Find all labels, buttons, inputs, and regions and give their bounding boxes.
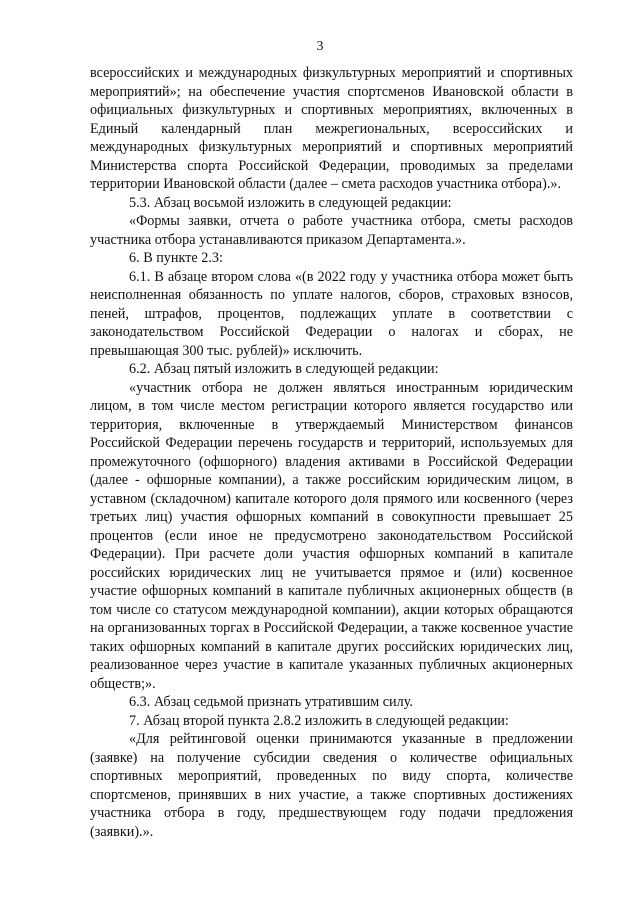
paragraph-6-1: 6.1. В абзаце втором слова «(в 2022 году у участника отбора может быть неисполненная обязанность по уплате налогов, сборов, страховых взносов, пеней, штрафов, процентов, подлежащих уплате в соответствии с законодательством Российской Федерации о налогах и сборах, не превышающая 300 тыс. рублей)» исключить. bbox=[90, 268, 573, 359]
paragraph-5-3-text: «Формы заявки, отчета о работе участника отбора, сметы расходов участника отбора устанавливаются приказом Департамента.». bbox=[90, 213, 573, 248]
paragraph-6-2: 6.2. Абзац пятый изложить в следующей редакции: bbox=[129, 361, 439, 377]
paragraph-6-2-text: «участник отбора не должен являться иностранным юридическим лицом, в том числе местом регистрации которого является государство или территория, включенные в утверждаемый Министерством финансов Российской Федерации перечень государств и территорий, используемых для промежуточного (офшорного) владения активами в Российской Федерации (далее - офшорные компании), а также российским юридическим лицом, в уставном (складочном) капитале которого доля прямого или косвенного (через третьих лиц) участия офшорных компаний в совокупности превышает 25 процентов (если иное не предусмотрено законодательством Российской Федерации). При расчете доли участия офшорных компаний в капитале российских юридических лиц не учитывается прямое и (или) косвенное участие офшорных компаний в капитале публичных акционерных обществ (в том числе со статусом международной компании), акции которых обращаются на организованных торгах в Российской Федерации, а также косвенное участие таких офшорных компаний в капитале других российских юридических лиц, реализованное через участие в капитале указанных публичных акционерных обществ;». bbox=[90, 379, 573, 692]
paragraph-6-3: 6.3. Абзац седьмой признать утратившим силу. bbox=[129, 694, 413, 710]
paragraph-continuation: всероссийских и международных физкультурных мероприятий и спортивных мероприятий»; на обеспечение участия спортсменов Ивановской области в официальных физкультурных и спортивных мероприятиях, включенных в Единый календарный план межрегиональных, всероссийских и международных физкультурных мероприятий и спортивных мероприятий Министерства спорта Российской Федерации, проводимых за пределами территории Ивановской области (далее – смета расходов участника отбора).». bbox=[90, 65, 573, 192]
page-number: 3 bbox=[316, 39, 324, 54]
paragraph-6: 6. В пункте 2.3: bbox=[129, 250, 223, 266]
paragraph-5-3: 5.3. Абзац восьмой изложить в следующей редакции: bbox=[129, 194, 452, 211]
paragraph-7-text: «Для рейтинговой оценки принимаются указанные в предложении (заявке) на получение субсидии сведения о количестве официальных спортивных мероприятий, проведенных по виду спорта, количестве спортсменов, принявших в них участие, а также спортивных достижениях участника отбора в году, предшествующем году подачи предложения (заявки).». bbox=[90, 731, 573, 840]
paragraph-7: 7. Абзац второй пункта 2.8.2 изложить в следующей редакции: bbox=[129, 712, 509, 729]
document-body bbox=[90, 64, 573, 841]
